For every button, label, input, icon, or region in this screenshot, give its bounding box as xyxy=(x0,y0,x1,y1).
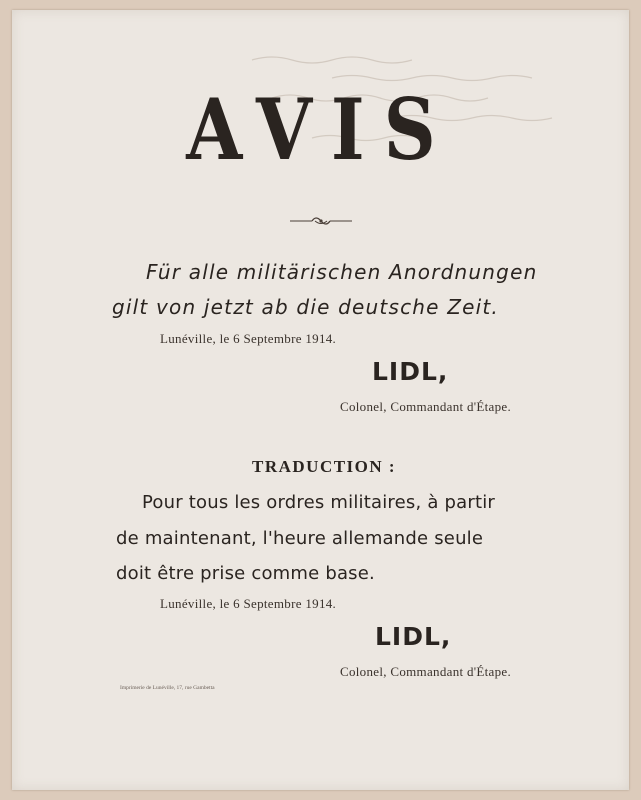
german-place-date: Lunéville, le 6 Septembre 1914. xyxy=(160,331,337,346)
german-notice-line-1: Für alle militärischen Anordnungen xyxy=(146,260,538,284)
german-notice-line-2: gilt von jetzt ab die deutsche Zeit. xyxy=(112,295,499,319)
translation-heading: TRADUCTION : xyxy=(252,457,397,476)
french-notice-line-3: doit être prise comme base. xyxy=(116,563,375,584)
german-signature-title: Colonel, Commandant d'Étape. xyxy=(340,399,512,414)
french-signature: LIDL, xyxy=(375,622,452,651)
french-notice-line-2: de maintenant, l'heure allemande seule xyxy=(116,528,484,549)
german-signature: LIDL, xyxy=(372,357,449,386)
ornament-divider xyxy=(288,214,354,228)
french-notice-line-1: Pour tous les ordres militaires, à partir xyxy=(142,492,496,513)
french-signature-title: Colonel, Commandant d'Étape. xyxy=(340,664,512,679)
french-place-date: Lunéville, le 6 Septembre 1914. xyxy=(160,596,337,611)
printer-imprint: Imprimerie de Lunéville, 17, rue Gambetta xyxy=(120,685,215,691)
poster-title: AVIS xyxy=(186,80,455,179)
